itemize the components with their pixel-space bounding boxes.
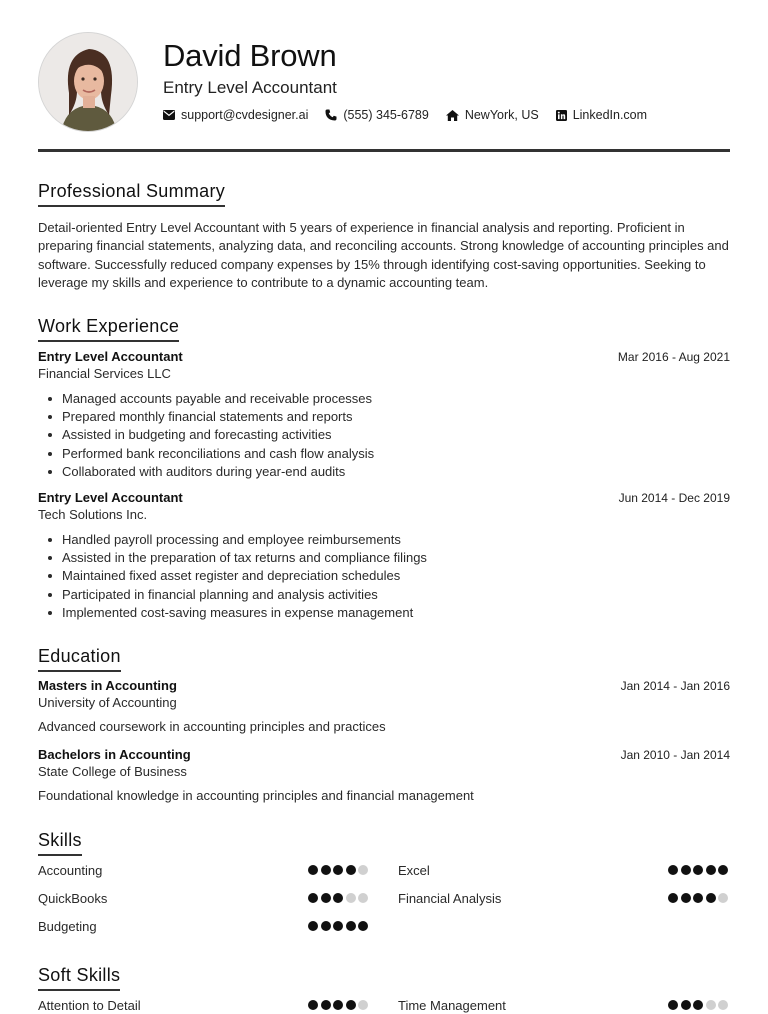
education-entry [38, 678, 730, 734]
soft-skill-name: Attention to Detail [38, 998, 141, 1013]
soft-skills-heading: Soft Skills [38, 965, 120, 991]
contact-phone-text: (555) 345-6789 [343, 108, 429, 122]
skill-name: Accounting [38, 863, 103, 878]
rating-dot-filled [668, 865, 678, 875]
profile-photo [38, 32, 138, 132]
skill-rating [666, 893, 729, 903]
job-bullet: Implemented cost-saving measures in expense management [38, 604, 730, 622]
job-bullets [38, 390, 730, 481]
skill-name: Excel [398, 863, 430, 878]
rating-dot-filled [308, 893, 318, 903]
job-bullet: Handled payroll processing and employee reimbursements [38, 531, 730, 549]
rating-dot-filled [321, 921, 331, 931]
summary-text: Detail-oriented Entry Level Accountant with 5 years of experience in financial analysis and reporting. Proficient in preparing financial statements, analyzing data, and reconciling accounts. Strong knowledge of accounting principles and software. Successfully reduced company expenses by 15% through identifying cost-saving opportunities. Seeking to leverage my skills and experience to contribute to a dynamic accounting team. [38, 220, 729, 290]
rating-dot-filled [681, 1000, 691, 1010]
job-bullet: Participated in financial planning and analysis activities [38, 586, 730, 604]
contact-linkedin-text: LinkedIn.com [572, 108, 648, 122]
skill-row [38, 863, 368, 879]
education-description: Foundational knowledge in accounting principles and financial management [38, 788, 474, 803]
job-entry [38, 349, 730, 481]
job-dates: Mar 2016 - Aug 2021 [617, 350, 730, 364]
education-dates: Jan 2014 - Jan 2016 [620, 679, 730, 693]
degree-name: Bachelors in Accounting [38, 747, 191, 762]
rating-dot-filled [358, 921, 368, 931]
rating-dot-filled [333, 921, 343, 931]
soft-skill-row [38, 998, 368, 1014]
rating-dot-filled [321, 865, 331, 875]
skill-rating [666, 865, 729, 875]
job-bullet: Managed accounts payable and receivable processes [38, 390, 730, 408]
job-role: Entry Level Accountant [38, 349, 183, 364]
rating-dot-filled [693, 865, 703, 875]
resume-header [38, 32, 730, 132]
soft-skill-name: Time Management [398, 998, 506, 1013]
job-bullet: Assisted in budgeting and forecasting activities [38, 426, 730, 444]
rating-dot-empty [358, 865, 368, 875]
job-bullet: Performed bank reconciliations and cash flow analysis [38, 445, 730, 463]
job-role: Entry Level Accountant [38, 490, 183, 505]
skill-row [38, 919, 368, 935]
contact-location [446, 108, 539, 122]
skill-name: Budgeting [38, 919, 97, 934]
rating-dot-filled [321, 893, 331, 903]
rating-dot-filled [346, 1000, 356, 1010]
contact-email[interactable] [163, 108, 308, 122]
candidate-name: David Brown [163, 38, 337, 73]
skill-name: Financial Analysis [398, 891, 502, 906]
school-name: University of Accounting [38, 695, 177, 710]
job-bullet: Maintained fixed asset register and depreciation schedules [38, 567, 730, 585]
rating-dot-filled [693, 1000, 703, 1010]
rating-dot-filled [668, 893, 678, 903]
rating-dot-empty [718, 1000, 728, 1010]
rating-dot-empty [706, 1000, 716, 1010]
rating-dot-filled [693, 893, 703, 903]
contact-bar [163, 108, 664, 122]
contact-email-text: support@cvdesigner.ai [181, 108, 309, 122]
education-description: Advanced coursework in accounting principles and practices [38, 719, 386, 734]
rating-dot-filled [681, 893, 691, 903]
rating-dot-filled [706, 893, 716, 903]
rating-dot-filled [346, 921, 356, 931]
rating-dot-filled [718, 865, 728, 875]
experience-heading: Work Experience [38, 316, 179, 342]
rating-dot-filled [333, 893, 343, 903]
degree-name: Masters in Accounting [38, 678, 177, 693]
skill-row [398, 863, 728, 879]
contact-phone[interactable] [325, 108, 428, 122]
rating-dot-empty [718, 893, 728, 903]
rating-dot-filled [668, 1000, 678, 1010]
school-name: State College of Business [38, 764, 187, 779]
skill-rating [306, 893, 369, 903]
linkedin-icon [556, 110, 567, 121]
rating-dot-filled [681, 865, 691, 875]
contact-linkedin[interactable] [556, 108, 647, 122]
soft-skill-rating [306, 1000, 369, 1010]
rating-dot-filled [333, 865, 343, 875]
job-bullets [38, 531, 730, 622]
skill-rating [306, 865, 369, 875]
rating-dot-filled [308, 921, 318, 931]
home-icon [446, 110, 459, 121]
skill-row [38, 891, 368, 907]
rating-dot-empty [358, 893, 368, 903]
skills-heading: Skills [38, 830, 82, 856]
rating-dot-filled [706, 865, 716, 875]
job-company: Tech Solutions Inc. [38, 507, 148, 522]
rating-dot-filled [333, 1000, 343, 1010]
header-divider [38, 149, 730, 152]
education-heading: Education [38, 646, 121, 672]
soft-skill-rating [666, 1000, 729, 1010]
job-entry [38, 490, 730, 622]
candidate-title: Entry Level Accountant [163, 78, 337, 97]
phone-icon [325, 109, 337, 121]
job-company: Financial Services LLC [38, 366, 171, 381]
rating-dot-empty [346, 893, 356, 903]
job-bullet: Prepared monthly financial statements and reports [38, 408, 730, 426]
rating-dot-filled [346, 865, 356, 875]
skill-row [398, 891, 728, 907]
envelope-icon [163, 110, 175, 120]
rating-dot-filled [308, 865, 318, 875]
rating-dot-filled [321, 1000, 331, 1010]
job-bullet: Assisted in the preparation of tax returns and compliance filings [38, 549, 730, 567]
job-bullet: Collaborated with auditors during year-end audits [38, 463, 730, 481]
education-dates: Jan 2010 - Jan 2014 [620, 748, 730, 762]
skill-name: QuickBooks [38, 891, 108, 906]
rating-dot-empty [358, 1000, 368, 1010]
soft-skill-row [398, 998, 728, 1014]
education-entry [38, 747, 730, 803]
job-dates: Jun 2014 - Dec 2019 [618, 491, 730, 505]
skill-rating [306, 921, 369, 931]
contact-location-text: NewYork, US [464, 108, 539, 122]
rating-dot-filled [308, 1000, 318, 1010]
summary-heading: Professional Summary [38, 181, 225, 207]
